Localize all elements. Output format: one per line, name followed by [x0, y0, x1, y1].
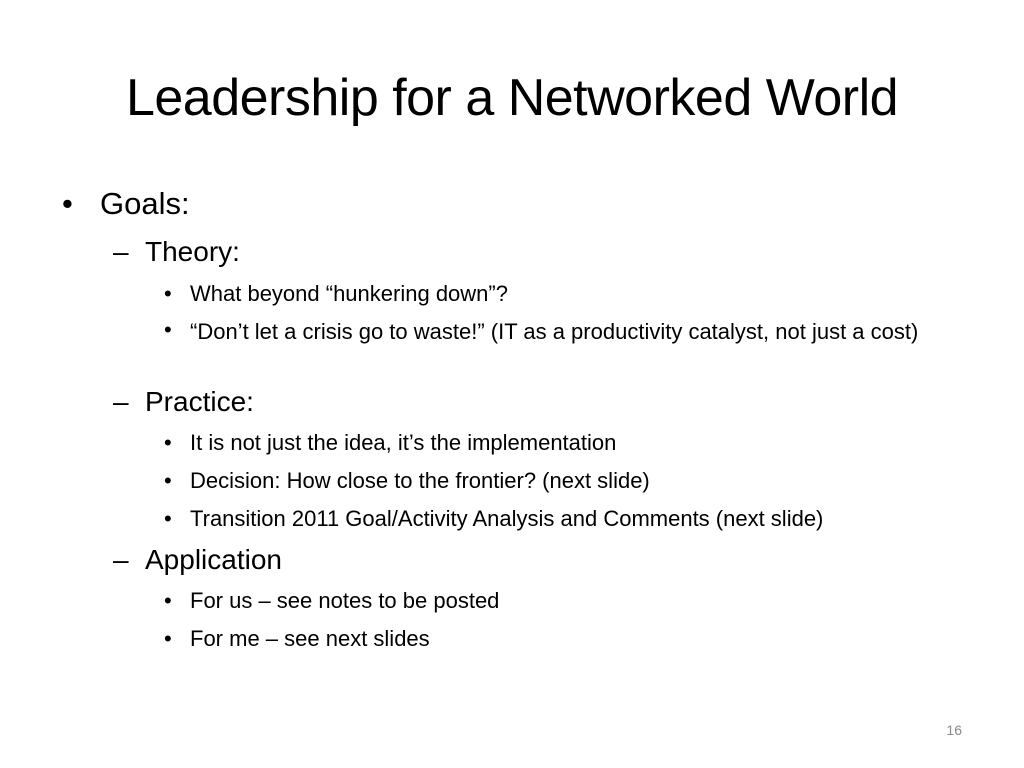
dash-marker: –	[113, 544, 129, 575]
sub-bullet-text-practice: Practice:	[145, 386, 254, 417]
bullet-marker: •	[62, 186, 73, 221]
bullet-marker: •	[164, 430, 172, 455]
sub-sub-bullet-text: Decision: How close to the frontier? (next slide)	[190, 468, 650, 493]
sub-bullet-text-theory: Theory:	[145, 236, 240, 267]
sub-bullet-text-application: Application	[145, 544, 282, 575]
bullet-marker: •	[164, 468, 172, 493]
bullet-marker: •	[164, 281, 172, 306]
dash-marker: –	[113, 236, 129, 267]
bullet-marker: •	[164, 317, 172, 342]
bullet-marker: •	[164, 626, 172, 651]
bullet-marker: •	[164, 588, 172, 613]
sub-sub-bullet-text: Transition 2011 Goal/Activity Analysis and Comments (next slide)	[190, 506, 824, 531]
slide-number: 16	[946, 722, 962, 738]
sub-sub-bullet-text: It is not just the idea, it’s the implementation	[190, 430, 617, 455]
sub-sub-bullet-text: For me – see next slides	[190, 626, 430, 651]
sub-sub-bullet-text: “Don’t let a crisis go to waste!” (IT as a productivity catalyst, not just a cost)	[190, 319, 919, 344]
bullet-marker: •	[164, 506, 172, 531]
dash-marker: –	[113, 386, 129, 417]
sub-sub-bullet-text: What beyond “hunkering down”?	[190, 281, 508, 306]
sub-sub-bullet-text: For us – see notes to be posted	[190, 588, 500, 613]
slide-title: Leadership for a Networked World	[125, 69, 899, 127]
bullet-text-goals: Goals:	[100, 186, 190, 221]
